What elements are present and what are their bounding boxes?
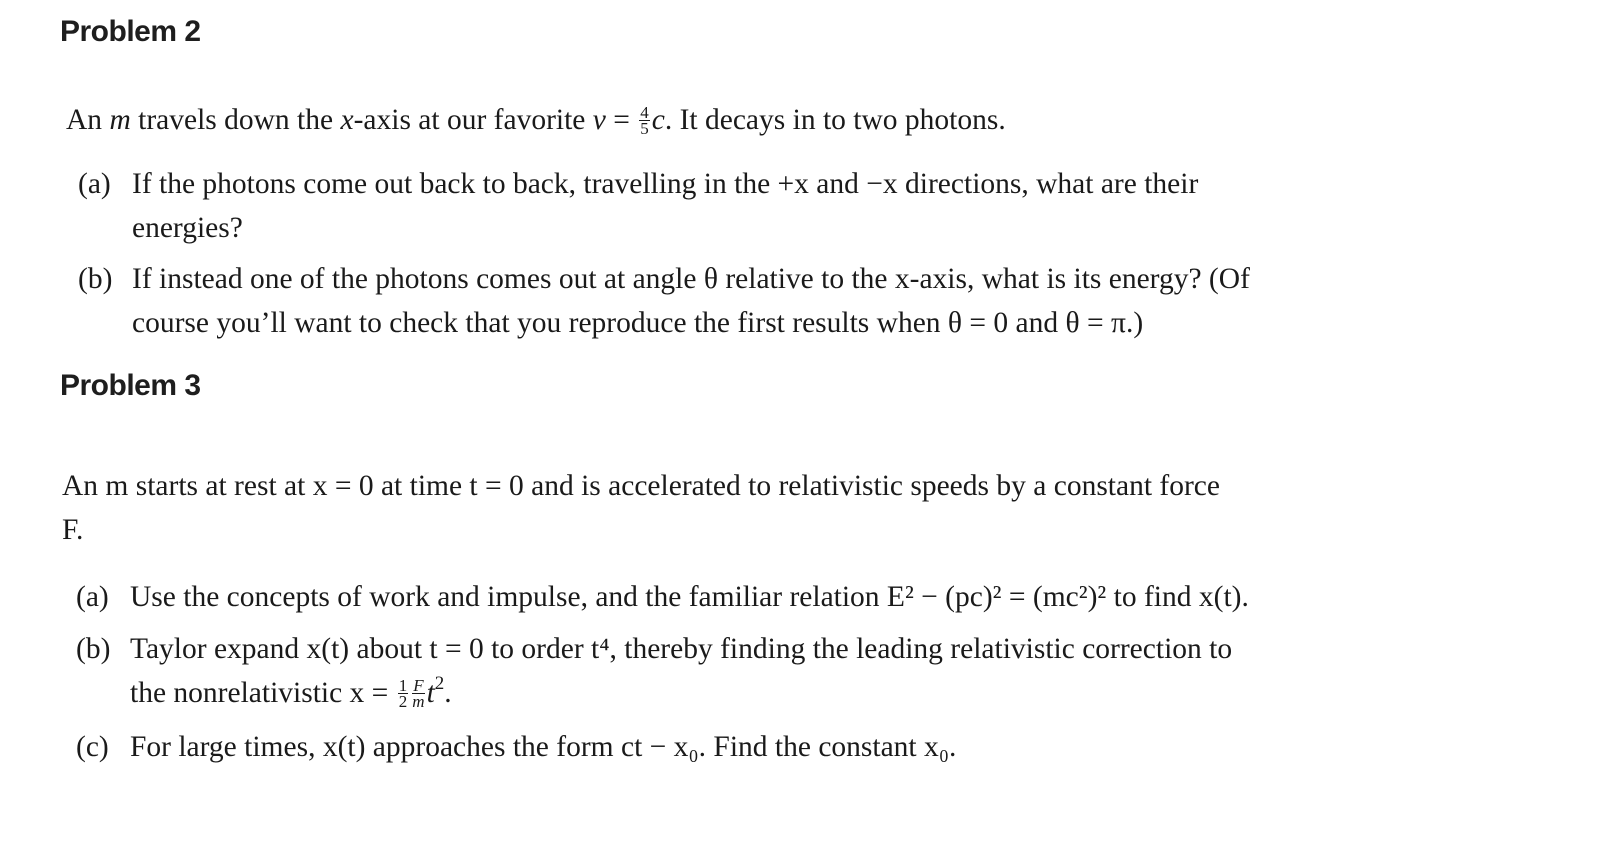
item-text-line-1: Taylor expand x(t) about t = 0 to order t⁴, thereby finding the leading relativistic correction to [130, 633, 1233, 665]
item-label: (b) [76, 633, 111, 665]
intro-line-1: An m starts at rest at x = 0 at time t = 0 and is accelerated to relativistic speeds by a constant force [62, 470, 1220, 502]
problem-2-intro: An m travels down the x-axis at our favorite v = $\frac{4}{5}$ c. It decays in to two photons. [66, 102, 1006, 138]
problem-2-item-b [78, 257, 1478, 347]
fraction-f-over-m: $\frac{F}{m}$ [412, 675, 425, 711]
item-text-line-2: course you’ll want to check that you reproduce the first results when θ = 0 and θ = π.) [132, 307, 1144, 339]
problem-3-heading: Problem 3 [60, 369, 201, 402]
problem-2-item-a [78, 162, 1478, 252]
fraction-four-fifths: $\frac{4}{5}$ [640, 102, 649, 138]
problem-3-item-c [76, 725, 1516, 771]
item-text-line-1: For large times, x(t) approaches the form ct − x₀. Find the constant x₀. [130, 731, 957, 763]
item-text-line-1: If the photons come out back to back, travelling in the +x and −x directions, what are their [132, 168, 1199, 200]
item-text-line-1: Use the concepts of work and impulse, and the familiar relation E² − (pc)² = (mc²)² to find x(t). [130, 581, 1249, 613]
problem-3-item-a [76, 575, 1516, 621]
item-label: (a) [78, 168, 111, 200]
fraction-one-half: $\frac{1}{2}$ [398, 675, 408, 711]
problem-3-item-b [76, 627, 1516, 722]
item-text-line-2: energies? [132, 212, 243, 244]
item-label: (b) [78, 263, 113, 295]
item-text-line-2: the nonrelativistic x = $\frac{1}{2}$ $\frac{F}{m}$ $t^2$. [130, 673, 452, 711]
item-text-line-1: If instead one of the photons comes out at angle θ relative to the x-axis, what is its energy? (Of [132, 263, 1250, 295]
item-label: (a) [76, 581, 109, 613]
problem-3-intro [62, 464, 1542, 552]
problem-2-heading: Problem 2 [60, 15, 201, 48]
item-label: (c) [76, 731, 109, 763]
intro-line-2: F. [62, 514, 84, 546]
